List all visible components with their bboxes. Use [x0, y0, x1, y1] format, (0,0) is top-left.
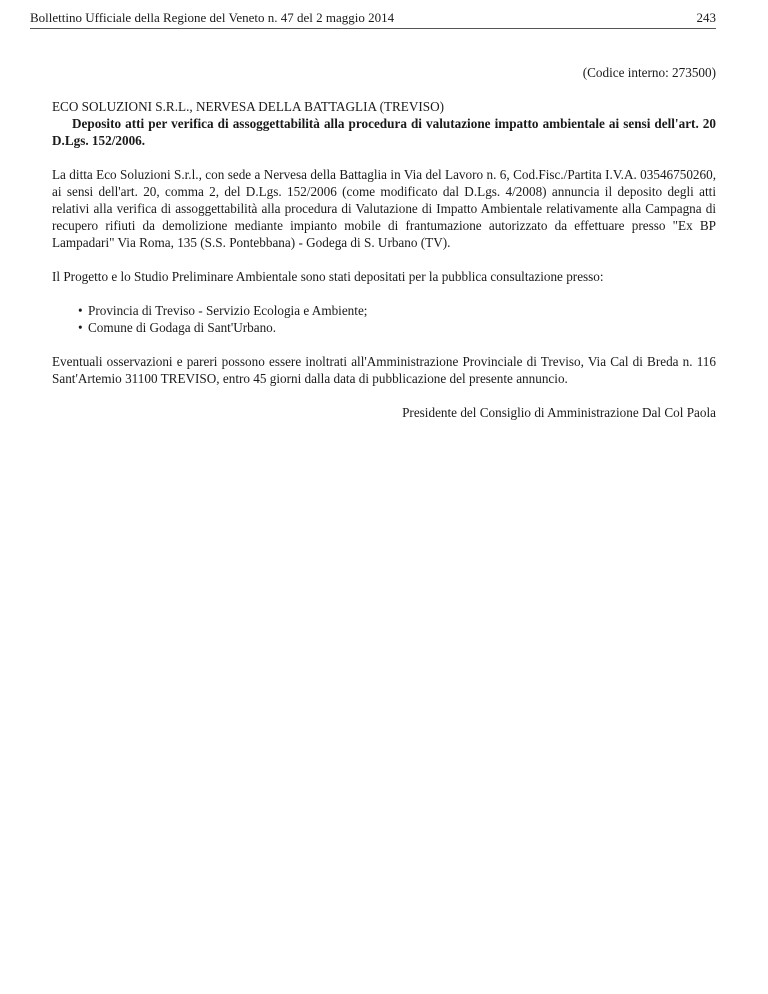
bullet-icon: •	[78, 320, 83, 335]
list-item-text: Comune di Godaga di Sant'Urbano.	[88, 320, 277, 335]
paragraph-observations: Eventuali osservazioni e pareri possono essere inoltrati all'Amministrazione Provinciale di Treviso, Via Cal di Breda n. 116 Sant'Artemio 31100 TREVISO, entro 45 giorni dalla data di pubblicazione del presente annuncio.	[52, 354, 716, 386]
list-item-text: Provincia di Treviso - Servizio Ecologia e Ambiente;	[88, 303, 368, 318]
list-item	[78, 302, 716, 319]
deposit-locations-list	[52, 302, 716, 336]
bullet-icon: •	[78, 303, 83, 318]
publication-title: Bollettino Ufficiale della Regione del Veneto n. 47 del 2 maggio 2014	[30, 10, 395, 25]
internal-code: (Codice interno: 273500)	[582, 65, 716, 80]
notice-subject: Deposito atti per verifica di assoggettabilità alla procedura di valutazione impatto ambientale ai sensi dell'art. 20 D.Lgs. 152/2006.	[52, 116, 716, 148]
signature: Presidente del Consiglio di Amministrazione Dal Col Paola	[402, 405, 716, 420]
page-number: 243	[696, 10, 716, 25]
company-heading: ECO SOLUZIONI S.R.L., NERVESA DELLA BATTAGLIA (TREVISO)	[52, 99, 445, 114]
notice-body	[52, 64, 716, 421]
paragraph-deposit: Il Progetto e lo Studio Preliminare Ambientale sono stati depositati per la pubblica consultazione presso:	[52, 269, 604, 284]
running-header	[30, 8, 716, 29]
paragraph-announcement: La ditta Eco Soluzioni S.r.l., con sede a Nervesa della Battaglia in Via del Lavoro n. 6, Cod.Fisc./Partita I.V.A. 03546750260, ai sensi dell'art. 20, comma 2, del D.Lgs. 152/2006 (come modificato dal D.Lgs. 4/2008) annuncia il deposito degli atti relativi alla verifica di assoggettabilità alla procedura di Valutazione di Impatto Ambientale relativamente alla Campagna di recupero rifiuti da demolizione mediante impianto mobile di frantumazione autorizzato da effettuare presso "Ex BP Lampadari" Via Roma, 135 (S.S. Pontebbana) - Godega di S. Urbano (TV).	[52, 167, 716, 250]
list-item	[78, 319, 716, 336]
